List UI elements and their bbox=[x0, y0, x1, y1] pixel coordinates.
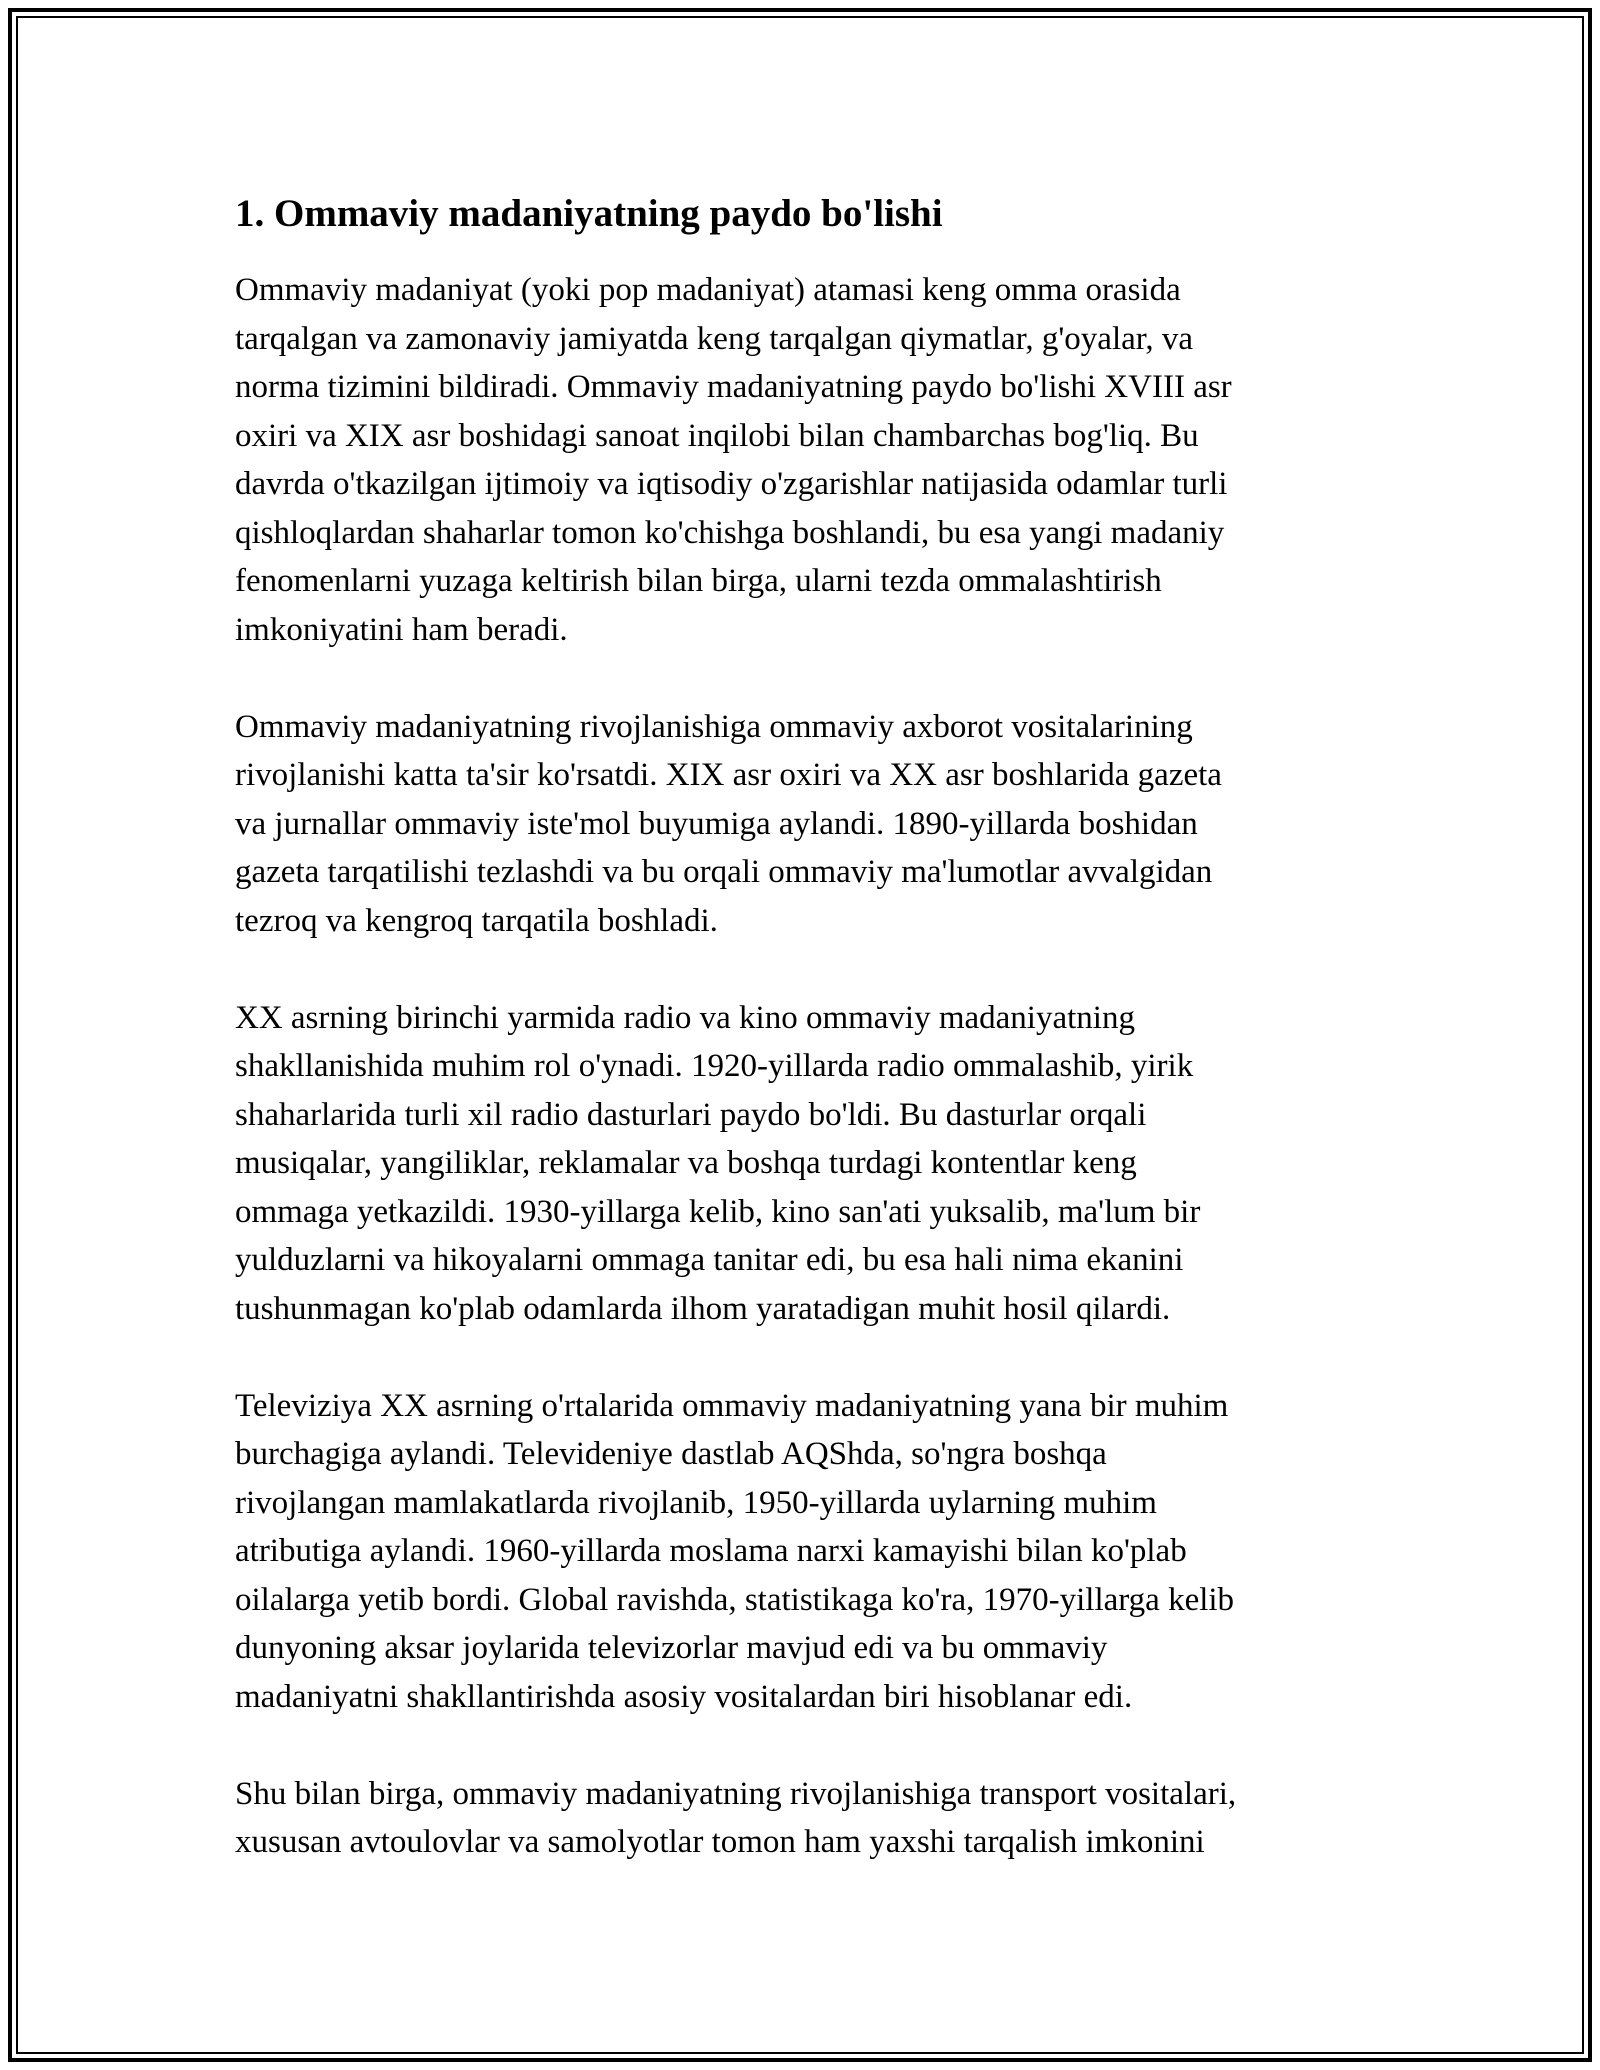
section-heading: 1. Ommaviy madaniyatning paydo bo'lishi bbox=[235, 192, 943, 235]
paragraph-line: rivojlanishi katta ta'sir ko'rsatdi. XIX asr oxiri va XX asr boshlarida gazeta bbox=[235, 757, 1222, 793]
paragraph-line: Ommaviy madaniyatning rivojlanishiga ommaviy axborot vositalarining bbox=[235, 708, 1193, 745]
paragraph-line: va jurnallar ommaviy iste'mol buyumiga aylandi. 1890-yillarda boshidan bbox=[235, 805, 1198, 842]
document-body bbox=[235, 190, 1365, 1915]
paragraph-line: shakllanishida muhim rol o'ynadi. 1920-yillarda radio ommalashib, yirik bbox=[235, 1048, 1194, 1084]
paragraph-1 bbox=[235, 266, 1365, 654]
paragraph-line: rivojlangan mamlakatlarda rivojlanib, 1950-yillarda uylarning muhim bbox=[235, 1484, 1157, 1521]
paragraph-line: Televiziya XX asrning o'rtalarida ommaviy madaniyatning yana bir muhim bbox=[235, 1387, 1229, 1424]
paragraph-line: Ommaviy madaniyat (yoki pop madaniyat) atamasi keng omma orasida bbox=[235, 272, 1181, 308]
paragraph-line: Shu bilan birga, ommaviy madaniyatning rivojlanishiga transport vositalari, bbox=[235, 1775, 1237, 1812]
paragraph-line: musiqalar, yangiliklar, reklamalar va boshqa turdagi kontentlar keng bbox=[235, 1145, 1137, 1181]
paragraph-3 bbox=[235, 994, 1365, 1334]
paragraph-line: davrda o'tkazilgan ijtimoiy va iqtisodiy o'zgarishlar natijasida odamlar turli bbox=[235, 466, 1228, 502]
paragraph-line: tezroq va kengroq tarqatila boshladi. bbox=[235, 902, 718, 939]
paragraph-line: qishloqlardan shaharlar tomon ko'chishga boshlandi, bu esa yangi madaniy bbox=[235, 514, 1225, 551]
paragraph-line: madaniyatni shakllantirishda asosiy vositalardan biri hisoblanar edi. bbox=[235, 1678, 1133, 1715]
paragraph-line: atributiga aylandi. 1960-yillarda moslama narxi kamayishi bilan ko'plab bbox=[235, 1533, 1187, 1569]
paragraph-line: oxiri va XIX asr boshidagi sanoat inqilobi bilan chambarchas bog'liq. Bu bbox=[235, 417, 1199, 454]
paragraph-line: xususan avtoulovlar va samolyotlar tomon ham yaxshi tarqalish imkonini bbox=[235, 1824, 1205, 1860]
paragraph-line: tushunmagan ko'plab odamlarda ilhom yaratadigan muhit hosil qilardi. bbox=[235, 1290, 1171, 1327]
paragraph-line: dunyoning aksar joylarida televizorlar mavjud edi va bu ommaviy bbox=[235, 1630, 1108, 1666]
paragraph-line: tarqalgan va zamonaviy jamiyatda keng tarqalgan qiymatlar, g'oyalar, va bbox=[235, 320, 1194, 357]
paragraph-line: gazeta tarqatilishi tezlashdi va bu orqali ommaviy ma'lumotlar avvalgidan bbox=[235, 854, 1213, 890]
paragraph-line: XX asrning birinchi yarmida radio va kino ommaviy madaniyatning bbox=[235, 999, 1135, 1036]
paragraph-line: yulduzlarni va hikoyalarni ommaga tanitar edi, bu esa hali nima ekanini bbox=[235, 1242, 1184, 1278]
paragraph-line: oilalarga yetib bordi. Global ravishda, statistikaga ko'ra, 1970-yillarga kelib bbox=[235, 1581, 1235, 1618]
paragraph-line: norma tizimini bildiradi. Ommaviy madaniyatning paydo bo'lishi XVIII asr bbox=[235, 369, 1232, 405]
paragraph-line: burchagiga aylandi. Televideniye dastlab AQShda, so'ngra boshqa bbox=[235, 1436, 1107, 1472]
paragraph-line: shaharlarida turli xil radio dasturlari paydo bo'ldi. Bu dasturlar orqali bbox=[235, 1096, 1147, 1133]
paragraph-line: imkoniyatini ham beradi. bbox=[235, 611, 568, 648]
paragraph-line: ommaga yetkazildi. 1930-yillarga kelib, kino san'ati yuksalib, ma'lum bir bbox=[235, 1193, 1201, 1230]
paragraph-line: fenomenlarni yuzaga keltirish bilan birga, ularni tezda ommalashtirish bbox=[235, 563, 1162, 599]
paragraph-2 bbox=[235, 703, 1365, 946]
paragraph-5 bbox=[235, 1770, 1365, 1867]
paragraph-4 bbox=[235, 1382, 1365, 1722]
